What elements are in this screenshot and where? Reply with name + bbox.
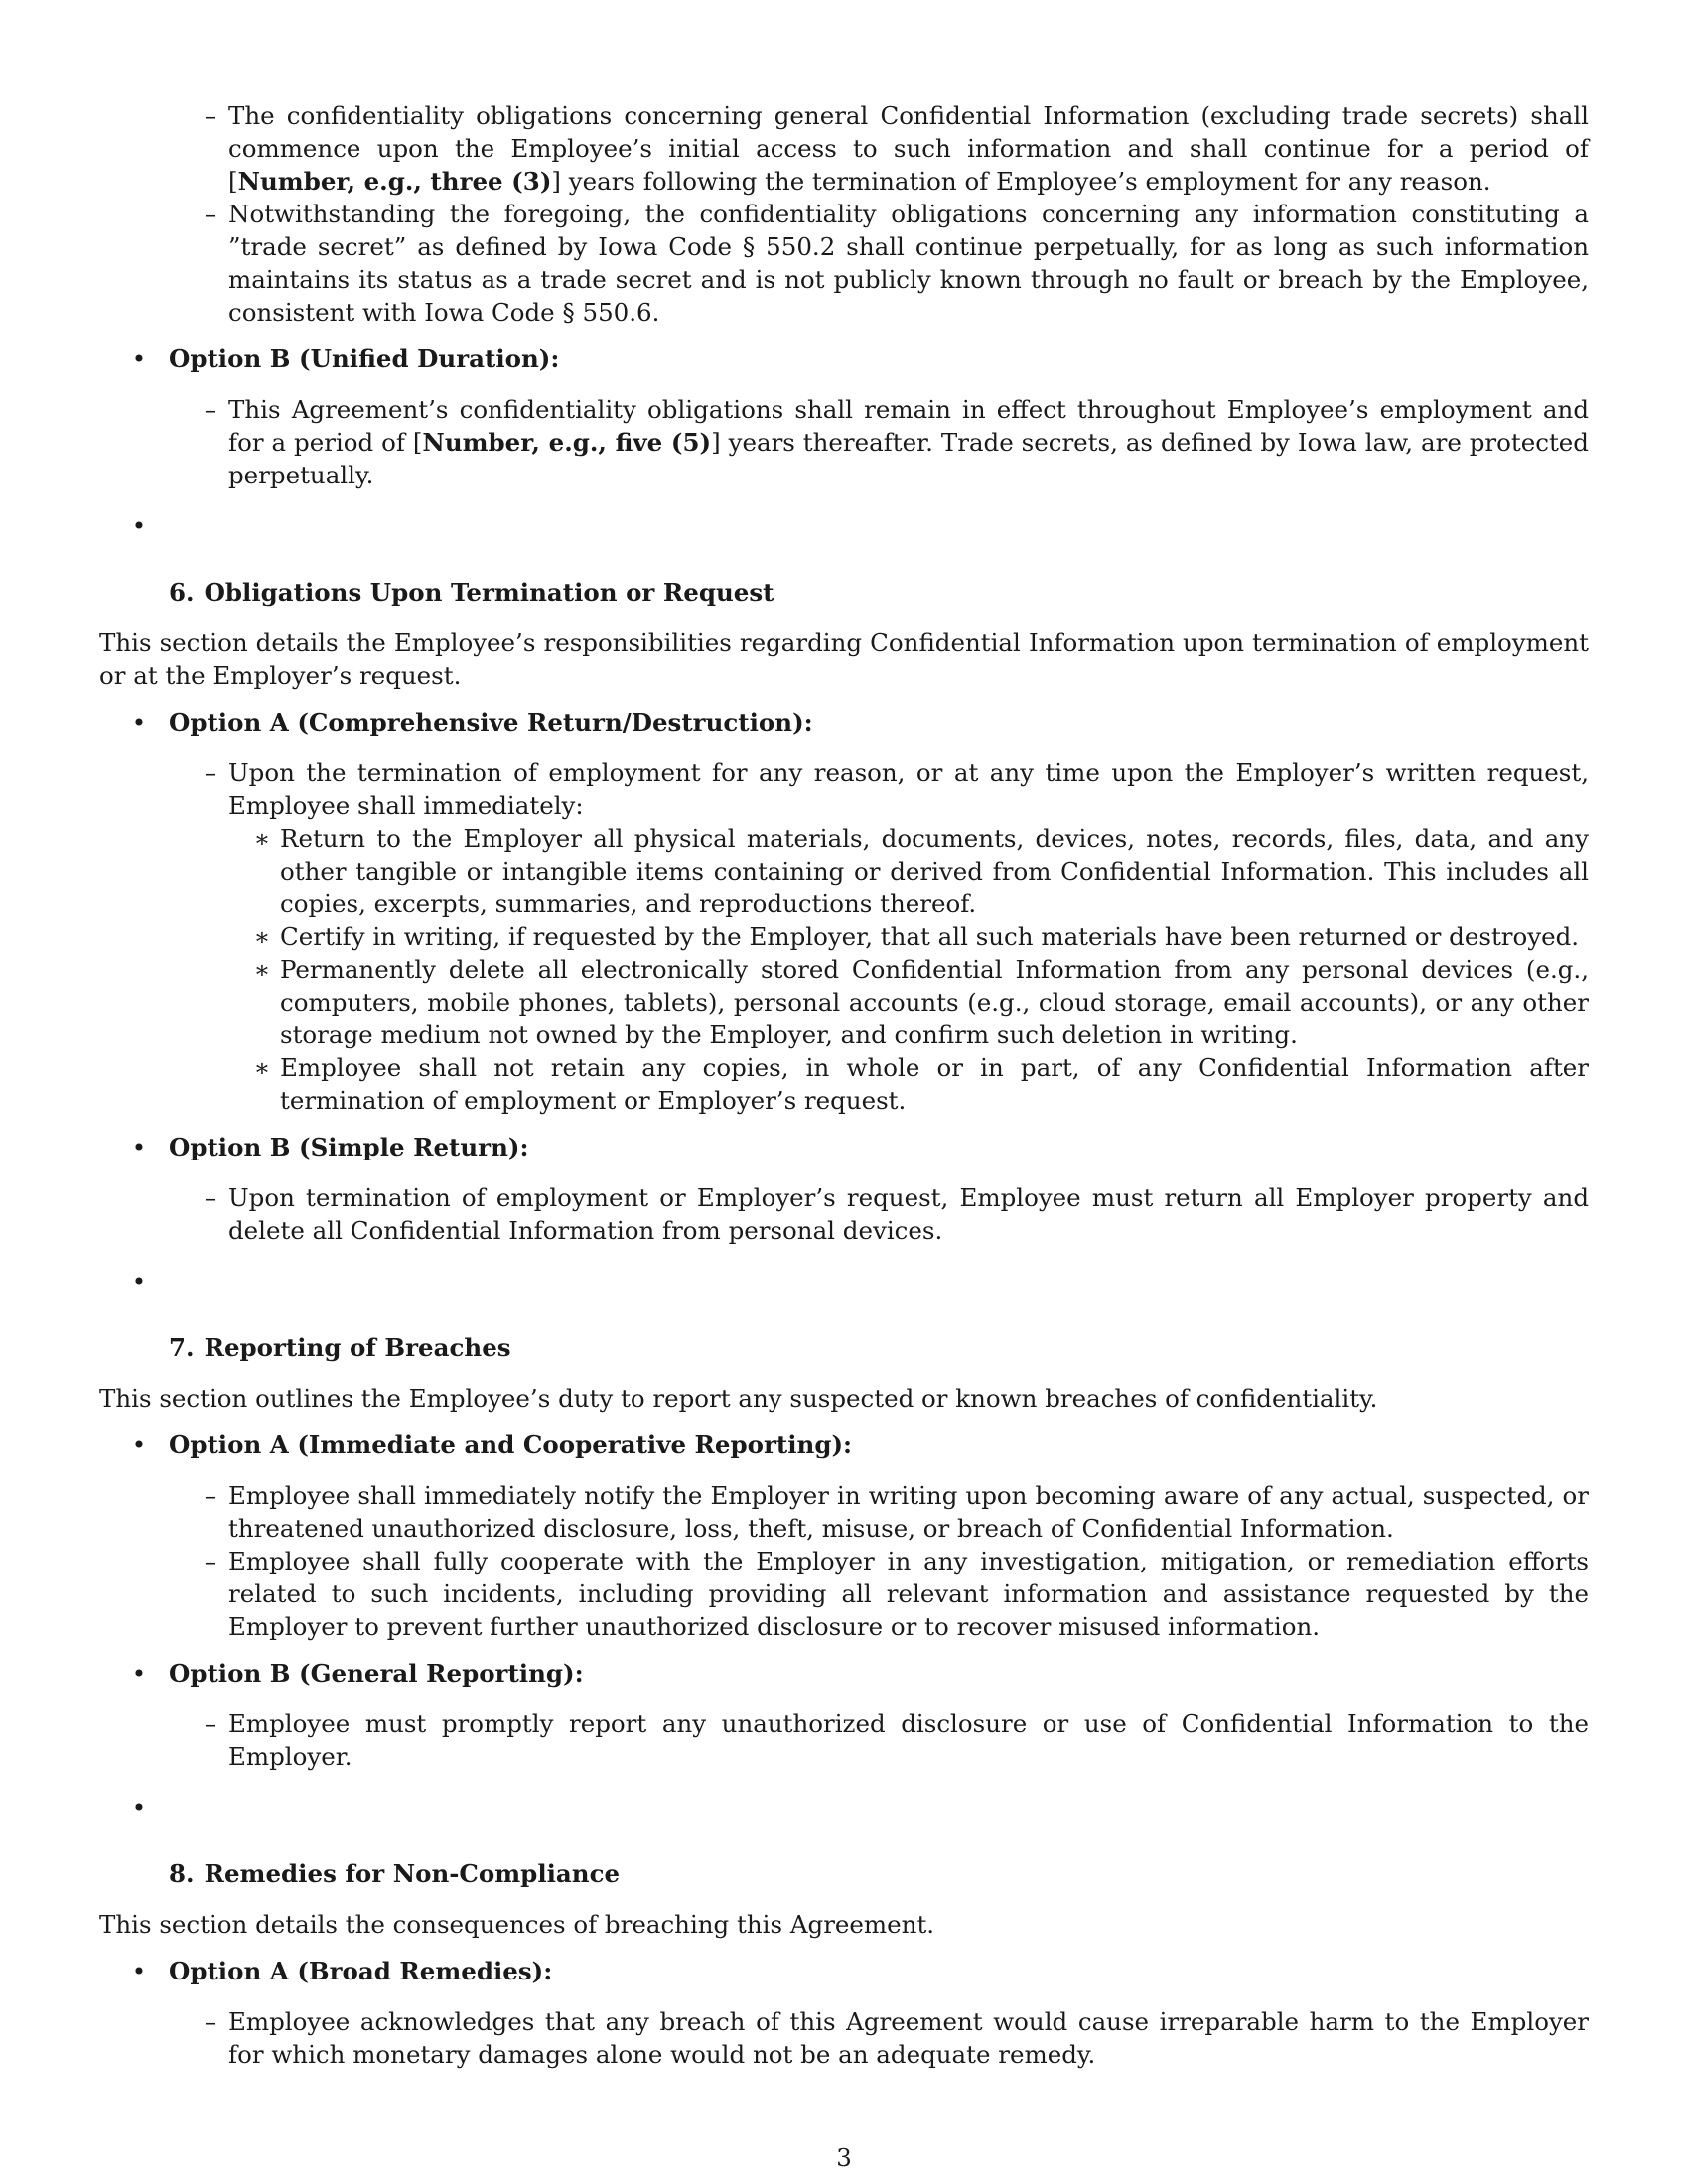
bullet-marker: • [131, 1267, 147, 1296]
section-number: 6. [169, 578, 195, 607]
sub-list-item [253, 822, 1589, 920]
item-text: Upon the termination of employment for any reason, or at any time upon the Employer’s written request, Employee shall immediately: [228, 758, 1589, 820]
list-item [204, 1181, 1589, 1247]
section-intro: This section details the Employee’s responsibilities regarding Confidential Information upon termination of employment or at the Employer’s request. [99, 628, 1589, 690]
bullet-marker: • [131, 1659, 147, 1688]
sub-item-text: Return to the Employer all physical materials, documents, devices, notes, records, files, data, and any other tangible or intangible items containing or derived from Confidential Information. This includes all copies, excerpts, summaries, and reproductions thereof. [280, 824, 1589, 918]
dash-marker: – [204, 1183, 217, 1212]
option-b-general-reporting [131, 1657, 1589, 1690]
star-marker: ∗ [253, 922, 271, 951]
option-label: Option B (Simple Return): [169, 1133, 529, 1161]
section-7-heading [169, 1331, 1589, 1364]
placeholder-number: Number, e.g., five (5) [422, 428, 712, 457]
option-a-comprehensive-return [131, 706, 1589, 739]
sub-list-item [253, 920, 1589, 953]
item-text: Upon termination of employment or Employer’s request, Employee must return all Employer property and delete all Confidential Information from personal devices. [228, 1183, 1589, 1245]
item-text-post: ] years following the termination of Employee’s employment for any reason. [551, 167, 1491, 196]
section-title: Reporting of Breaches [204, 1333, 511, 1362]
dash-marker: – [204, 2007, 217, 2036]
item-text-pre: The confidentiality obligations concerning general Confidential Information (excluding trade secrets) shall commence upon the Employee’s initial access to such information and shall continue for a period of [ [228, 101, 1589, 196]
section-8-heading [169, 1857, 1589, 1890]
dash-marker: – [204, 758, 217, 787]
sub-item-text: Permanently delete all electronically stored Confidential Information from any personal devices (e.g., computers, mobile phones, tablets), personal accounts (e.g., cloud storage, email accounts), or any other storage medium not owned by the Employer, and confirm such deletion in writing. [280, 955, 1589, 1049]
bullet-marker: • [131, 708, 147, 737]
item-text: Employee shall immediately notify the Employer in writing upon becoming aware of any actual, suspected, or threatened unauthorized disclosure, loss, theft, misuse, or breach of Confidential Information. [228, 1481, 1589, 1543]
item-text-pre: This Agreement’s confidentiality obligations shall remain in effect throughout Employee’s employment and for a period of [ [228, 395, 1589, 457]
section-intro: This section details the consequences of breaching this Agreement. [99, 1910, 935, 1939]
bullet-marker: • [131, 1957, 147, 1985]
empty-bullet [131, 1265, 1589, 1297]
list-item [204, 393, 1589, 491]
list-item [204, 756, 1589, 822]
bullet-marker: • [131, 511, 147, 540]
star-marker: ∗ [253, 1053, 271, 1082]
bullet-marker: • [131, 1133, 147, 1161]
list-item [204, 1545, 1589, 1643]
sub-item-text: Certify in writing, if requested by the Employer, that all such materials have been returned or destroyed. [280, 922, 1580, 951]
option-label: Option B (Unified Duration): [169, 344, 560, 373]
star-marker: ∗ [253, 824, 271, 853]
option-a-broad-remedies [131, 1955, 1589, 1987]
item-text: Employee must promptly report any unauthorized disclosure or use of Confidential Information to the Employer. [228, 1709, 1589, 1771]
item-text: Employee acknowledges that any breach of this Agreement would cause irreparable harm to the Employer for which monetary damages alone would not be an adequate remedy. [228, 2007, 1589, 2069]
option-label: Option A (Immediate and Cooperative Reporting): [169, 1431, 853, 1459]
sub-list-item [253, 953, 1589, 1051]
dash-marker: – [204, 1547, 217, 1575]
dash-marker: – [204, 395, 217, 424]
sub-item-text: Employee shall not retain any copies, in whole or in part, of any Confidential Information after termination of employment or Employer’s request. [280, 1053, 1589, 1115]
bullet-marker: • [131, 1793, 147, 1822]
dash-marker: – [204, 1481, 217, 1510]
option-label: Option A (Comprehensive Return/Destruction): [169, 708, 813, 737]
dash-marker: – [204, 200, 217, 228]
item-text: Notwithstanding the foregoing, the confidentiality obligations concerning any information constituting a ”trade secret” as defined by Iowa Code § 550.2 shall continue perpetually, for as long as such information maintains its status as a trade secret and is not publicly known through no fault or breach by the Employee, consistent with Iowa Code § 550.6. [228, 200, 1589, 327]
page-number: 3 [836, 2143, 852, 2172]
empty-bullet [131, 509, 1589, 542]
dash-marker: – [204, 1709, 217, 1738]
item-text-post: ] years thereafter. Trade secrets, as defined by Iowa law, are protected perpetually. [228, 428, 1589, 489]
section-title: Remedies for Non-Compliance [204, 1859, 621, 1888]
option-label: Option A (Broad Remedies): [169, 1957, 553, 1985]
dash-marker: – [204, 101, 217, 130]
document-page [99, 99, 1589, 2071]
option-label: Option B (General Reporting): [169, 1659, 584, 1688]
bullet-marker: • [131, 344, 147, 373]
list-item [204, 198, 1589, 329]
section-intro: This section outlines the Employee’s duty to report any suspected or known breaches of confidentiality. [99, 1384, 1378, 1413]
section-number: 8. [169, 1859, 195, 1888]
list-item [204, 1707, 1589, 1773]
sub-list-item [253, 1051, 1589, 1117]
list-item [204, 2005, 1589, 2071]
option-b-unified-duration [131, 342, 1589, 375]
placeholder-number: Number, e.g., three (3) [237, 167, 552, 196]
section-number: 7. [169, 1333, 195, 1362]
option-b-simple-return [131, 1131, 1589, 1163]
list-item [204, 99, 1589, 198]
section-6-heading [169, 576, 1589, 609]
star-marker: ∗ [253, 955, 271, 984]
item-text: Employee shall fully cooperate with the Employer in any investigation, mitigation, or remediation efforts related to such incidents, including providing all relevant information and assistance requested by the Employer to prevent further unauthorized disclosure or to recover misused information. [228, 1547, 1589, 1641]
empty-bullet [131, 1791, 1589, 1824]
list-item [204, 1479, 1589, 1545]
option-a-immediate-reporting [131, 1429, 1589, 1461]
bullet-marker: • [131, 1431, 147, 1459]
section-title: Obligations Upon Termination or Request [204, 578, 774, 607]
